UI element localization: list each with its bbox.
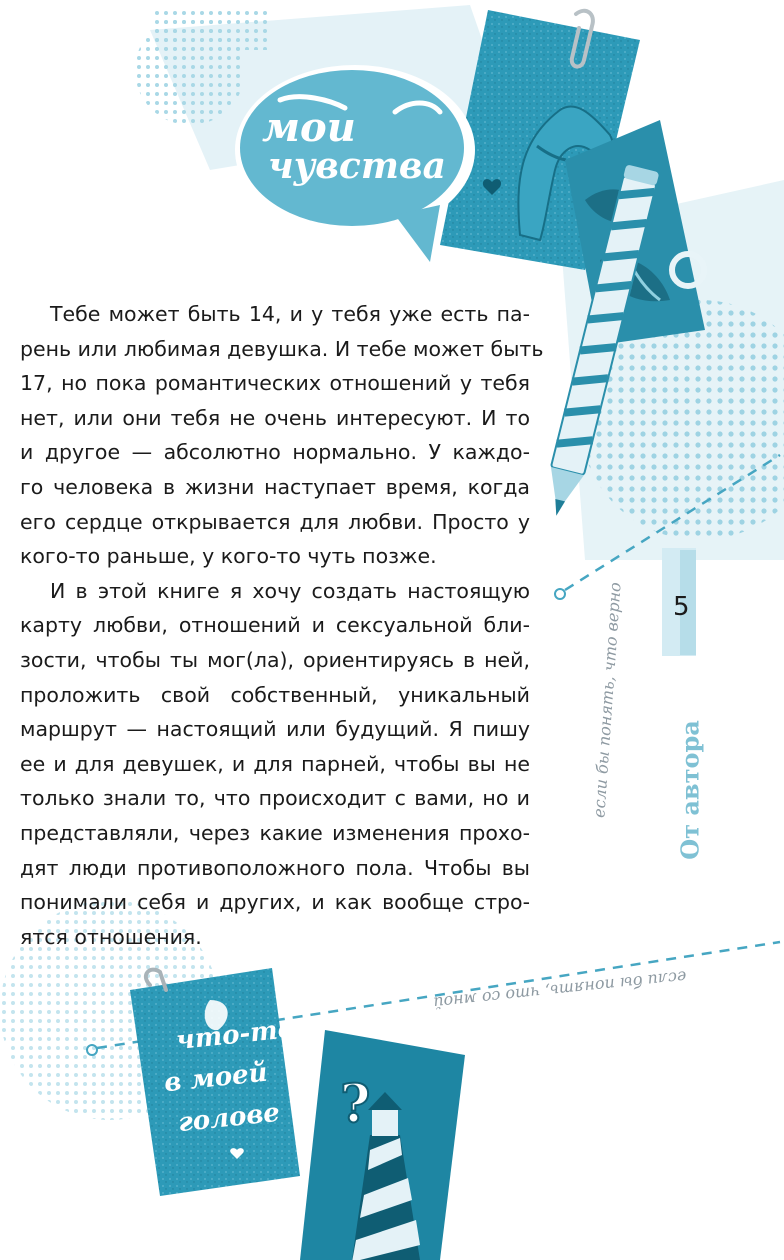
- text-line: проложить свой собственный, уникальный: [20, 682, 530, 707]
- card-title-line1: что-то: [174, 1013, 297, 1057]
- handwriting-horizontal: если бы понять, что со мной: [432, 967, 688, 1013]
- text-line: И в этой книге я хочу создать настоящую: [50, 578, 530, 603]
- text-line: карту любви, отношений и сексуальной бли-: [20, 613, 530, 638]
- text-line: представляли, через какие изменения прохо-: [20, 820, 530, 845]
- text-line: дят люди противоположного пола. Чтобы вы: [20, 855, 530, 880]
- text-line: нет, или они тебя не очень интересуют. И то: [20, 405, 530, 430]
- text-line: рень или любимая девушка. И тебе может быть: [20, 336, 544, 361]
- card-title-line3: голове: [176, 1097, 282, 1139]
- section-title: От автора: [675, 720, 705, 860]
- text-line: 17, но пока романтических отношений у тебя: [20, 371, 530, 396]
- text-line: маршрут — настоящий или будущий. Я пишу: [20, 717, 530, 742]
- text-line: ятся отношения.: [20, 924, 202, 949]
- text-line: только знали то, что происходит с вами, но и: [20, 786, 530, 811]
- bubble-title-line2: чувства: [268, 145, 446, 187]
- text-line: зости, чтобы ты мог(ла), ориентируясь в ней,: [20, 647, 530, 672]
- text-line: и другое — абсолютно нормально. У каждо-: [20, 440, 530, 465]
- lighthouse-card: [300, 1030, 465, 1260]
- card-title-line2: в моей: [162, 1057, 269, 1099]
- bubble-title-line1: мои: [262, 104, 356, 151]
- text-line: го человека в жизни наступает время, когда: [20, 474, 530, 499]
- question-mark: ?: [340, 1074, 371, 1135]
- page-number: 5: [673, 592, 690, 622]
- body-text: [20, 297, 544, 954]
- text-line: понимали себя и других, и как вообще стро-: [20, 890, 530, 915]
- handwriting-vertical: если бы понять, что верно: [589, 581, 625, 819]
- text-line: ее и для девушек, и для парней, чтобы вы не: [20, 751, 530, 776]
- text-line: его сердце открывается для любви. Просто у: [20, 509, 530, 534]
- text-line: Тебе может быть 14, и у тебя уже есть па-: [50, 302, 530, 326]
- text-line: кого-то раньше, у кого-то чуть позже.: [20, 544, 437, 569]
